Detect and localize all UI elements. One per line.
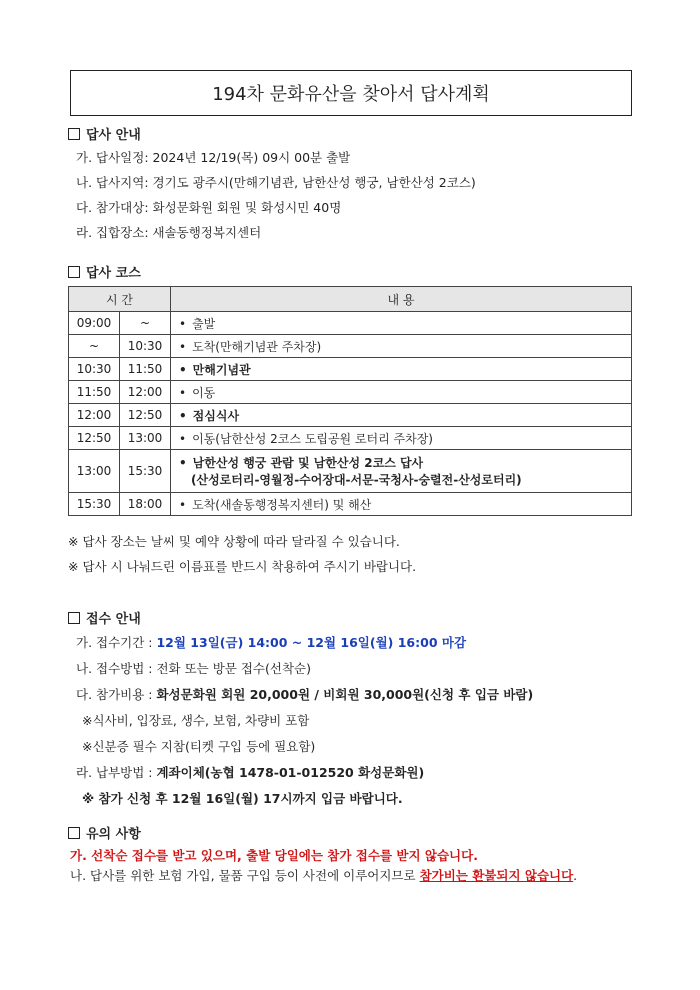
guide-heading: 답사 안내: [68, 124, 141, 143]
table-header-row: [69, 287, 632, 312]
col-time-header: 시 간: [69, 287, 171, 312]
table-row: 11:50 12:00 • 이동: [69, 381, 632, 404]
reception-heading: 접수 안내: [68, 608, 141, 627]
table-row: 13:00 15:30 • 남한산성 행궁 관람 및 남한산성 2코스 답사 (산성로터리-영월정-수어장대-서문-국청사-숭렬전-산성로터리): [69, 450, 632, 493]
document-title: 194차 문화유산을 찾아서 답사계획: [70, 70, 632, 116]
checkbox-square-icon: [68, 612, 80, 624]
caution-item-firstcome: 가. 선착순 접수를 받고 있으며, 출발 당일에는 참가 접수를 받지 않습니다.: [70, 848, 478, 863]
reception-payment: 라. 납부방법 : 계좌이체(농협 1478-01-012520 화성문화원): [76, 765, 425, 780]
course-note-weather: ※ 답사 장소는 날씨 및 예약 상황에 따라 달라질 수 있습니다.: [68, 534, 400, 549]
caution-heading: 유의 사항: [68, 823, 141, 842]
table-row: 15:30 18:00 • 도착(새솔동행정복지센터) 및 해산: [69, 493, 632, 516]
guide-item-schedule: 가. 답사일정: 2024년 12/19(목) 09시 00분 출발: [76, 150, 351, 165]
reception-fee-note-includes: ※식사비, 입장료, 생수, 보험, 차량비 포함: [82, 713, 310, 728]
guide-item-meeting: 라. 집합장소: 새솔동행정복지센터: [76, 225, 262, 240]
reception-payment-note: ※ 참가 신청 후 12월 16일(월) 17시까지 입금 바랍니다.: [82, 791, 403, 806]
reception-period: 가. 접수기간 : 12월 13일(금) 14:00 ~ 12월 16일(월) 16:00 마감: [76, 635, 467, 650]
reception-method: 나. 접수방법 : 전화 또는 방문 접수(선착순): [76, 661, 311, 676]
course-table: [68, 286, 632, 516]
table-row: 09:00 ~ • 출발: [69, 312, 632, 335]
table-row: ~ 10:30 • 도착(만해기념관 주차장): [69, 335, 632, 358]
caution-item-refund: 나. 답사를 위한 보험 가입, 물품 구입 등이 사전에 이루어지므로 참가비는 환불되지 않습니다.: [70, 868, 578, 883]
course-note-nametag: ※ 답사 시 나눠드린 이름표를 반드시 착용하여 주시기 바랍니다.: [68, 559, 417, 574]
checkbox-square-icon: [68, 827, 80, 839]
col-content-header: 내 용: [171, 287, 632, 312]
guide-item-target: 다. 참가대상: 화성문화원 회원 및 화성시민 40명: [76, 200, 342, 215]
reception-fee-note-id: ※신분증 필수 지참(티켓 구입 등에 필요함): [82, 739, 316, 754]
course-heading: 답사 코스: [68, 262, 141, 281]
checkbox-square-icon: [68, 128, 80, 140]
table-row: 10:30 11:50 • 만해기념관: [69, 358, 632, 381]
table-row: 12:50 13:00 • 이동(남한산성 2코스 도립공원 로터리 주차장): [69, 427, 632, 450]
checkbox-square-icon: [68, 266, 80, 278]
table-row: 12:00 12:50 • 점심식사: [69, 404, 632, 427]
guide-item-region: 나. 답사지역: 경기도 광주시(만해기념관, 남한산성 행궁, 남한산성 2코스): [76, 175, 476, 190]
reception-fee: 다. 참가비용 : 화성문화원 회원 20,000원 / 비회원 30,000원(신청 후 입금 바람): [76, 687, 534, 702]
